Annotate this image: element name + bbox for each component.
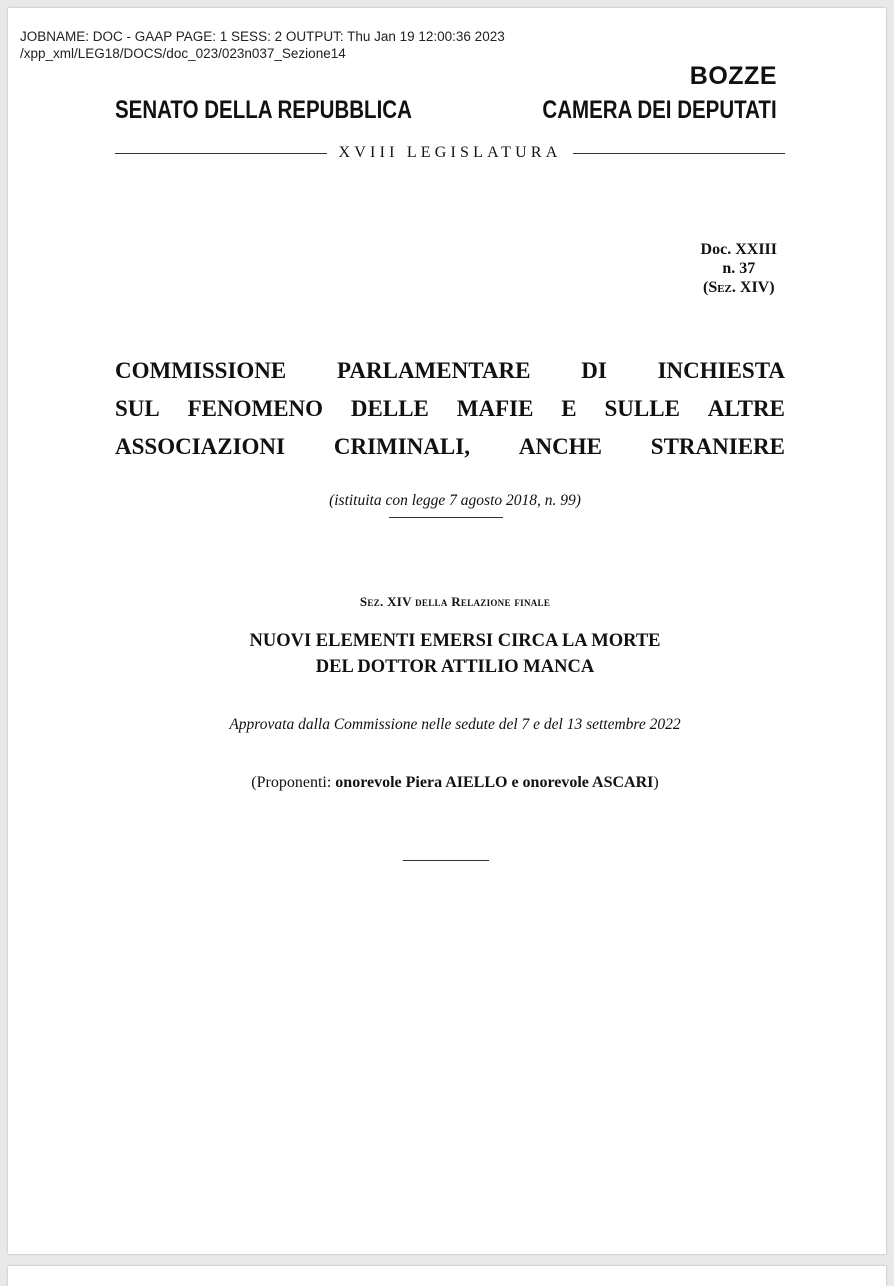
proponents-names: onorevole Piera AIELLO e onorevole ASCARI: [335, 774, 654, 791]
title-word: CRIMINALI,: [333, 434, 470, 459]
doc-n: n. 37: [722, 260, 756, 277]
title-word: INCHIESTA: [657, 358, 785, 383]
commission-title: [115, 352, 785, 466]
section-title: [8, 628, 894, 680]
legislature-line: [115, 144, 785, 162]
establishment-note: (istituita con legge 7 agosto 2018, n. 99): [329, 492, 581, 509]
section-label: Sez. XIV della Relazione finale: [359, 594, 551, 609]
draft-label: BOZZE: [689, 62, 777, 90]
title-line-1: [115, 352, 785, 390]
proponents-open: (Proponenti:: [251, 774, 336, 791]
chamber-heading: CAMERA DEI DEPUTATI: [542, 96, 777, 124]
title-word: E: [561, 396, 577, 421]
next-page-edge: [8, 1266, 886, 1286]
title-word: DI: [581, 358, 607, 383]
proponents-close: ): [653, 774, 659, 791]
title-word: MAFIE: [456, 396, 534, 421]
section-title-line-2: DEL DOTTOR ATTILIO MANCA: [315, 657, 595, 677]
document-page: [8, 8, 886, 1254]
approval-note: Approvata dalla Commissione nelle sedute del 7 e del 13 settembre 2022: [229, 716, 681, 733]
title-word: PARLAMENTARE: [337, 358, 531, 383]
title-line-2: [115, 390, 785, 428]
title-word: ASSOCIAZIONI: [115, 434, 285, 459]
title-word: SULLE: [604, 396, 680, 421]
title-word: ANCHE: [518, 434, 602, 459]
job-metadata: [20, 28, 505, 62]
senate-heading: SENATO DELLA REPUBBLICA: [115, 96, 412, 124]
title-word: FENOMENO: [187, 396, 324, 421]
divider: [403, 860, 489, 861]
doc-number: Doc. XXIII: [700, 241, 777, 258]
job-info-line: JOBNAME: DOC - GAAP PAGE: 1 SESS: 2 OUTPUT: Thu Jan 19 12:00:36 2023: [20, 29, 505, 44]
legislature-label: XVIII LEGISLATURA: [338, 144, 562, 161]
title-line-3: [115, 428, 785, 466]
title-word: COMMISSIONE: [115, 358, 287, 383]
title-word: STRANIERE: [650, 434, 785, 459]
title-word: DELLE: [350, 396, 429, 421]
divider: [115, 153, 327, 154]
doc-section: (Sez. XIV): [702, 279, 775, 296]
file-path-line: /xpp_xml/LEG18/DOCS/doc_023/023n037_Sezione14: [20, 46, 346, 61]
section-title-line-1: NUOVI ELEMENTI EMERSI CIRCA LA MORTE: [249, 631, 661, 651]
title-word: SUL: [115, 396, 160, 421]
document-reference: [701, 240, 777, 297]
proponents: [8, 774, 894, 792]
divider: [389, 517, 503, 518]
divider: [573, 153, 785, 154]
title-word: ALTRE: [707, 396, 785, 421]
